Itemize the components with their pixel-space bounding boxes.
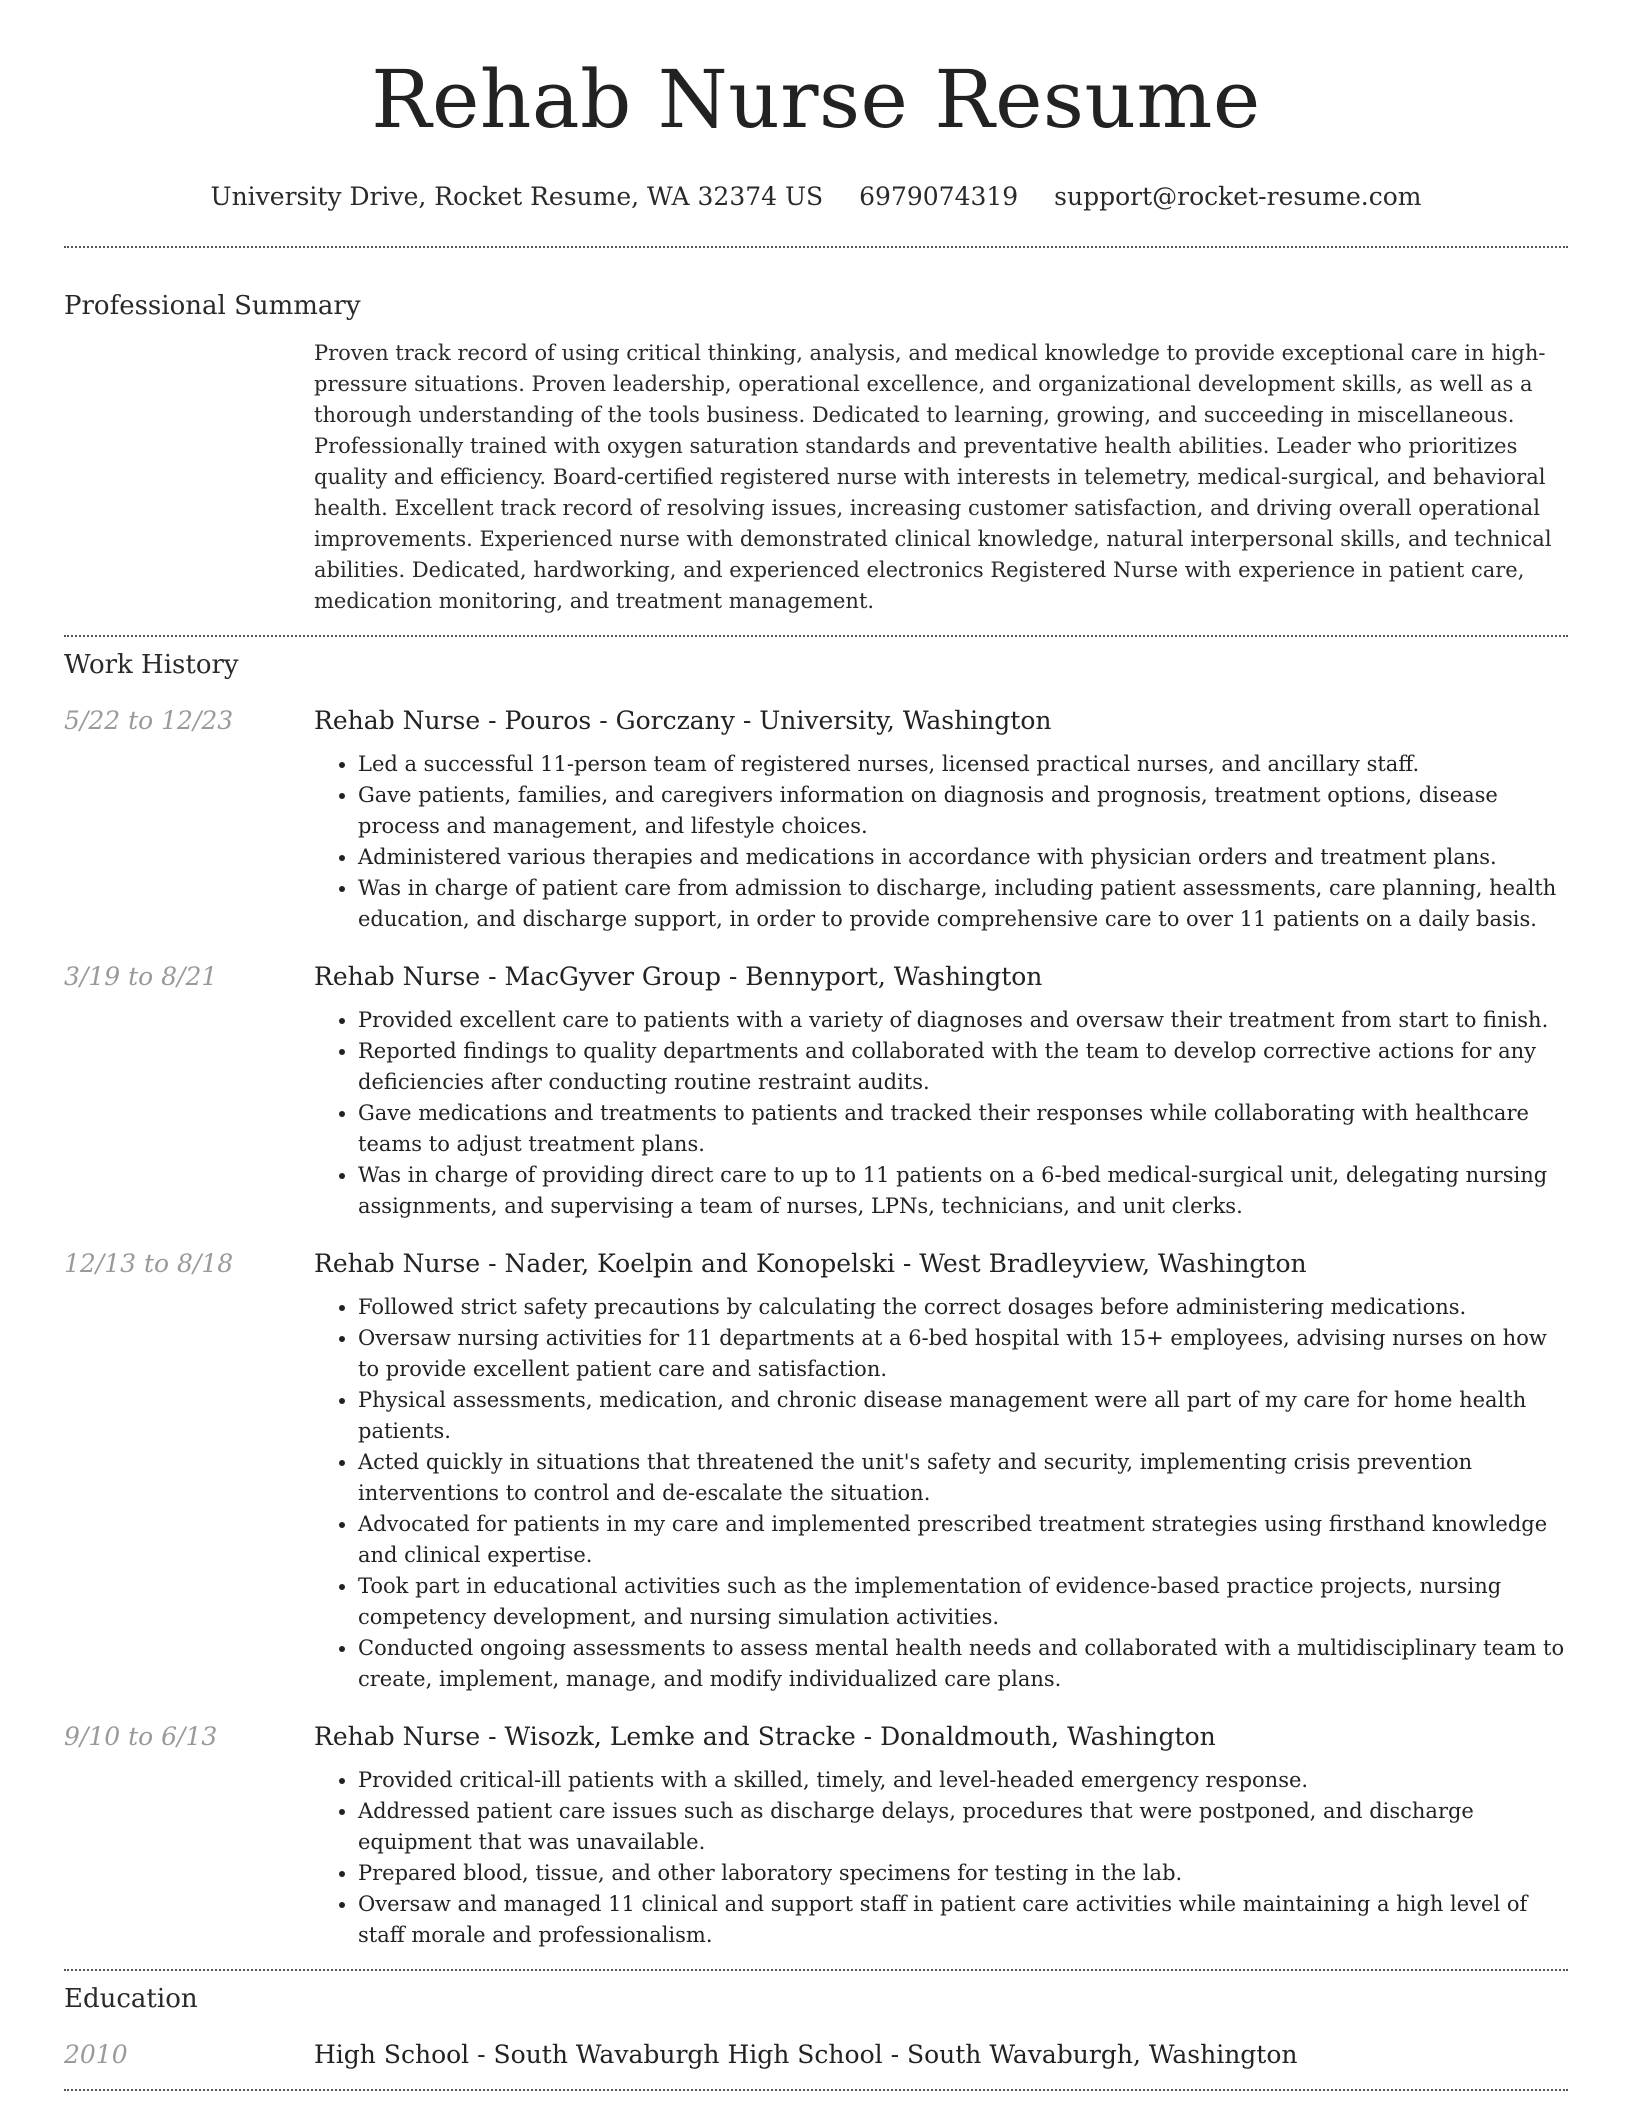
divider [64, 2089, 1568, 2091]
section-heading-summary: Professional Summary [64, 291, 361, 321]
job-bullet: • Provided critical-ill patients with a skilled, timely, and level-headed emergency response. [358, 1765, 1568, 1796]
job-bullet-list [314, 1005, 1568, 1222]
job-entry [64, 1717, 1568, 1951]
education-title: High School - South Wavaburgh High School - South Wavaburgh, Washington [314, 2040, 1298, 2069]
section-heading-education: Education [64, 1984, 198, 2014]
job-bullet: • Reported findings to quality departments and collaborated with the team to develop corrective actions for any deficiencies after conducting routine restraint audits. [358, 1036, 1568, 1098]
job-dates: 9/10 to 6/13 [64, 1722, 218, 1751]
job-title: Rehab Nurse - MacGyver Group - Bennyport, Washington [314, 962, 1043, 991]
job-bullet: • Administered various therapies and medications in accordance with physician orders and treatment plans. [358, 842, 1568, 873]
job-bullet: • Provided excellent care to patients with a variety of diagnoses and oversaw their treatment from start to finish. [358, 1005, 1568, 1036]
contact-email: support@rocket-resume.com [1054, 182, 1422, 211]
job-bullet-list [314, 1292, 1568, 1695]
job-bullet: • Oversaw nursing activities for 11 departments at a 6-bed hospital with 15+ employees, advising nurses on how to provide excellent patient care and satisfaction. [358, 1323, 1568, 1385]
job-body [314, 1717, 1568, 1951]
professional-summary-section [64, 248, 1568, 617]
job-title: Rehab Nurse - Pouros - Gorczany - University, Washington [314, 706, 1052, 735]
summary-text: Proven track record of using critical thinking, analysis, and medical knowledge to provide exceptional care in high-pressure situations. Proven leadership, operational excellence, and organizational development skills, as well as a thorough understanding of the tools business. Dedicated to learning, growing, and succeeding in miscellaneous. Professionally trained with oxygen saturation standards and preventative health abilities. Leader who prioritizes quality and efficiency. Board-certified registered nurse with interests in telemetry, medical-surgical, and behavioral health. Excellent track record of resolving issues, increasing customer satisfaction, and driving overall operational improvements. Experienced nurse with demonstrated clinical knowledge, natural interpersonal skills, and technical abilities. Dedicated, hardworking, and experienced electronics Registered Nurse with experience in patient care, medication monitoring, and treatment management. [314, 341, 1552, 613]
job-bullet-list [314, 749, 1568, 935]
job-bullet: • Was in charge of providing direct care to up to 11 patients on a 6-bed medical-surgical unit, delegating nursing assignments, and supervising a team of nurses, LPNs, technicians, and unit clerks. [358, 1160, 1568, 1222]
job-bullet: • Took part in educational activities such as the implementation of evidence-based practice projects, nursing competency development, and nursing simulation activities. [358, 1571, 1568, 1633]
job-entry [64, 957, 1568, 1222]
job-bullet: • Led a successful 11-person team of registered nurses, licensed practical nurses, and ancillary staff. [358, 749, 1568, 780]
job-bullet: • Physical assessments, medication, and chronic disease management were all part of my care for home health patients. [358, 1385, 1568, 1447]
job-bullet: • Was in charge of patient care from admission to discharge, including patient assessments, care planning, health education, and discharge support, in order to provide comprehensive care to over 11 patients on a daily basis. [358, 873, 1568, 935]
job-body [314, 957, 1568, 1222]
education-year: 2010 [64, 2040, 128, 2069]
job-bullet: • Advocated for patients in my care and implemented prescribed treatment strategies using firsthand knowledge and clinical expertise. [358, 1509, 1568, 1571]
resume-title: Rehab Nurse Resume [371, 53, 1261, 146]
contact-address: University Drive, Rocket Resume, WA 32374 US [210, 182, 824, 211]
education-entry [64, 2035, 1568, 2075]
job-title: Rehab Nurse - Nader, Koelpin and Konopelski - West Bradleyview, Washington [314, 1249, 1307, 1278]
job-bullet: • Prepared blood, tissue, and other laboratory specimens for testing in the lab. [358, 1858, 1568, 1889]
job-bullet: • Oversaw and managed 11 clinical and support staff in patient care activities while maintaining a high level of staff morale and professionalism. [358, 1889, 1568, 1951]
work-history-section [64, 637, 1568, 1951]
contact-line [64, 182, 1568, 212]
job-entry [64, 1244, 1568, 1695]
job-dates: 5/22 to 12/23 [64, 706, 234, 735]
job-dates: 12/13 to 8/18 [64, 1249, 234, 1278]
section-heading-work-history: Work History [64, 650, 239, 680]
job-body [314, 701, 1568, 935]
job-bullet: • Gave patients, families, and caregivers information on diagnosis and prognosis, treatment options, disease process and management, and lifestyle choices. [358, 780, 1568, 842]
job-title: Rehab Nurse - Wisozk, Lemke and Stracke - Donaldmouth, Washington [314, 1722, 1216, 1751]
job-bullet: • Gave medications and treatments to patients and tracked their responses while collaborating with healthcare teams to adjust treatment plans. [358, 1098, 1568, 1160]
job-dates: 3/19 to 8/21 [64, 962, 218, 991]
job-bullet: • Addressed patient care issues such as discharge delays, procedures that were postponed, and discharge equipment that was unavailable. [358, 1796, 1568, 1858]
job-bullet: • Acted quickly in situations that threatened the unit's safety and security, implementing crisis prevention interventions to control and de-escalate the situation. [358, 1447, 1568, 1509]
job-bullet-list [314, 1765, 1568, 1951]
job-bullet: • Conducted ongoing assessments to assess mental health needs and collaborated with a multidisciplinary team to create, implement, manage, and modify individualized care plans. [358, 1633, 1568, 1695]
contact-phone: 6979074319 [859, 182, 1019, 211]
job-entry [64, 701, 1568, 935]
education-section [64, 1971, 1568, 2075]
job-bullet: • Followed strict safety precautions by calculating the correct dosages before administering medications. [358, 1292, 1568, 1323]
job-body [314, 1244, 1568, 1695]
